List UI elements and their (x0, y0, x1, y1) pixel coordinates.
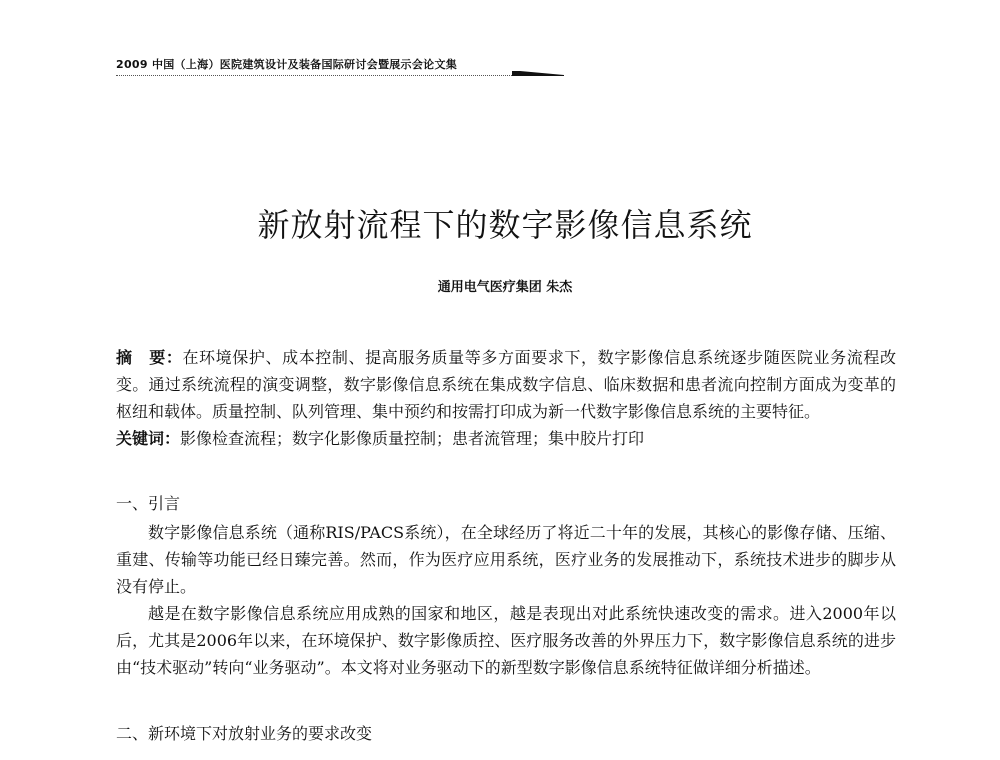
abstract-label: 摘 要： (116, 348, 183, 367)
keywords-text: 影像检查流程；数字化影像质量控制；患者流管理；集中胶片打印 (180, 429, 645, 448)
abstract-section (116, 344, 896, 452)
introduction-paragraph-1: 数字影像信息系统（通称RIS/PACS系统），在全球经历了将近二十年的发展，其核心的影像存储、压缩、重建、传输等功能已经日臻完善。然而，作为医疗应用系统，医疗业务的发展推动下，系统技术进步的脚步从没有停止。 (116, 523, 896, 596)
keywords-label: 关键词： (116, 429, 181, 448)
section-heading-introduction: 一、引言 (116, 494, 181, 513)
running-header: 2009 中国（上海）医院建筑设计及装备国际研讨会暨展示会论文集 (116, 58, 458, 71)
paper-title: 新放射流程下的数字影像信息系统 (257, 206, 753, 244)
paper-author: 通用电气医疗集团 朱杰 (437, 280, 573, 295)
introduction-paragraph-2: 越是在数字影像信息系统应用成熟的国家和地区，越是表现出对此系统快速改变的需求。进入2000年以后，尤其是2006年以来，在环境保护、数字影像质控、医疗服务改善的外界压力下，数字影像信息系统的进步由“技术驱动”转向“业务驱动”。本文将对业务驱动下的新型数字影像信息系统特征做详细分析描述。 (116, 604, 896, 677)
abstract-paragraph (116, 344, 896, 425)
header-divider (116, 75, 516, 76)
keywords-paragraph (116, 425, 896, 452)
section-heading-requirements: 二、新环境下对放射业务的要求改变 (116, 724, 373, 743)
introduction-section (116, 490, 896, 681)
abstract-text: 在环境保护、成本控制、提高服务质量等多方面要求下，数字影像信息系统逐步随医院业务流程改变。通过系统流程的演变调整，数字影像信息系统在集成数字信息、临床数据和患者流向控制方面成为变革的枢纽和载体。质量控制、队列管理、集中预约和按需打印成为新一代数字影像信息系统的主要特征。 (116, 348, 896, 421)
section-2 (116, 720, 896, 749)
header-wedge-ornament (512, 71, 564, 76)
